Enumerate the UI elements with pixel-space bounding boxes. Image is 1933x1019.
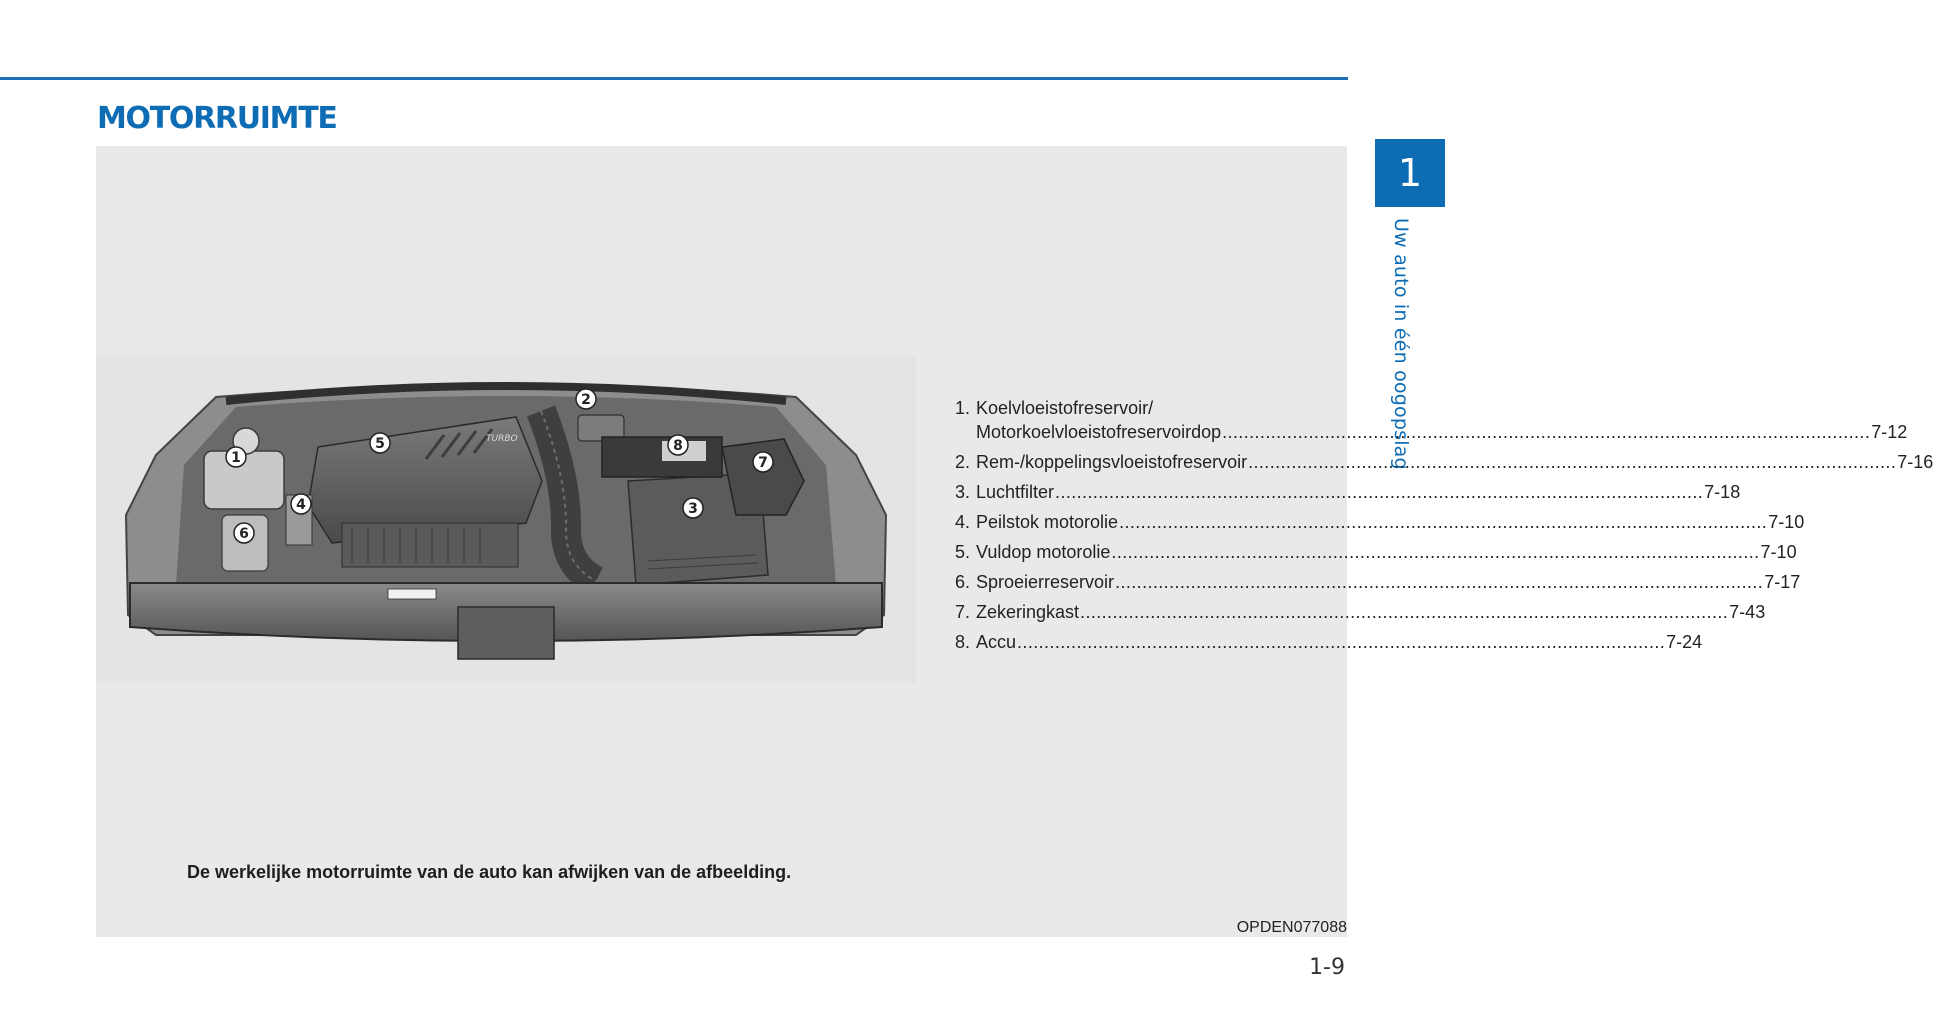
page-reference: 7-10 <box>1768 512 1805 532</box>
figure-caption: De werkelijke motorruimte van de auto kan afwijken van de afbeelding. <box>187 862 792 882</box>
page-reference: 7-16 <box>1897 452 1933 472</box>
page-reference: 7-10 <box>1760 542 1797 562</box>
callout-3 <box>683 498 703 518</box>
engine-badge: TURBO <box>486 434 518 444</box>
legend-item: 1. Koelvloeistofreservoir/ Motorkoelvloeistofreservoirdop ..... 7-12 <box>955 396 1341 444</box>
svg-text:4: 4 <box>296 497 306 513</box>
svg-text:5: 5 <box>375 436 385 452</box>
callout-8 <box>668 435 688 455</box>
legend-item: 8. Accu ..... 7-24 <box>955 630 1341 654</box>
svg-text:1: 1 <box>231 450 241 466</box>
engine-bay-illustration <box>96 355 916 683</box>
callout-7 <box>753 452 773 472</box>
chapter-tab[interactable] <box>1375 139 1445 207</box>
page-reference: 7-18 <box>1704 482 1741 502</box>
callout-5 <box>370 433 390 453</box>
callout-4 <box>291 494 311 514</box>
page-number: 1-9 <box>1309 955 1345 980</box>
legend-item: 6. Sproeierreservoir ..... 7-17 <box>955 570 1341 594</box>
page-reference: 7-12 <box>1871 422 1908 442</box>
svg-text:3: 3 <box>688 501 698 517</box>
header-rule <box>0 77 1348 80</box>
svg-text:8: 8 <box>673 438 683 454</box>
page-reference: 7-43 <box>1729 602 1766 622</box>
legend-item: 4. Peilstok motorolie ..... 7-10 <box>955 510 1341 534</box>
page-reference: 7-24 <box>1666 632 1703 652</box>
page-reference: 7-17 <box>1764 572 1801 592</box>
callout-6 <box>234 523 254 543</box>
callout-1 <box>226 447 246 467</box>
chapter-title: Uw auto in één oogopslag <box>1390 218 1412 470</box>
figure-code: OPDEN077088 <box>1236 919 1347 936</box>
component-legend <box>955 396 1933 660</box>
svg-text:6: 6 <box>239 526 249 542</box>
svg-text:2: 2 <box>581 392 591 408</box>
legend-item: 5. Vuldop motorolie ..... 7-10 <box>955 540 1341 564</box>
chapter-number: 1 <box>1397 151 1423 195</box>
page-title: MOTORRUIMTE <box>97 101 337 136</box>
svg-text:7: 7 <box>758 455 768 471</box>
legend-item: 2. Rem-/koppelingsvloeistofreservoir ..... 7-16 <box>955 450 1341 474</box>
callout-2 <box>576 389 596 409</box>
legend-item: 7. Zekeringkast ..... 7-43 <box>955 600 1341 624</box>
legend-item: 3. Luchtfilter ..... 7-18 <box>955 480 1341 504</box>
